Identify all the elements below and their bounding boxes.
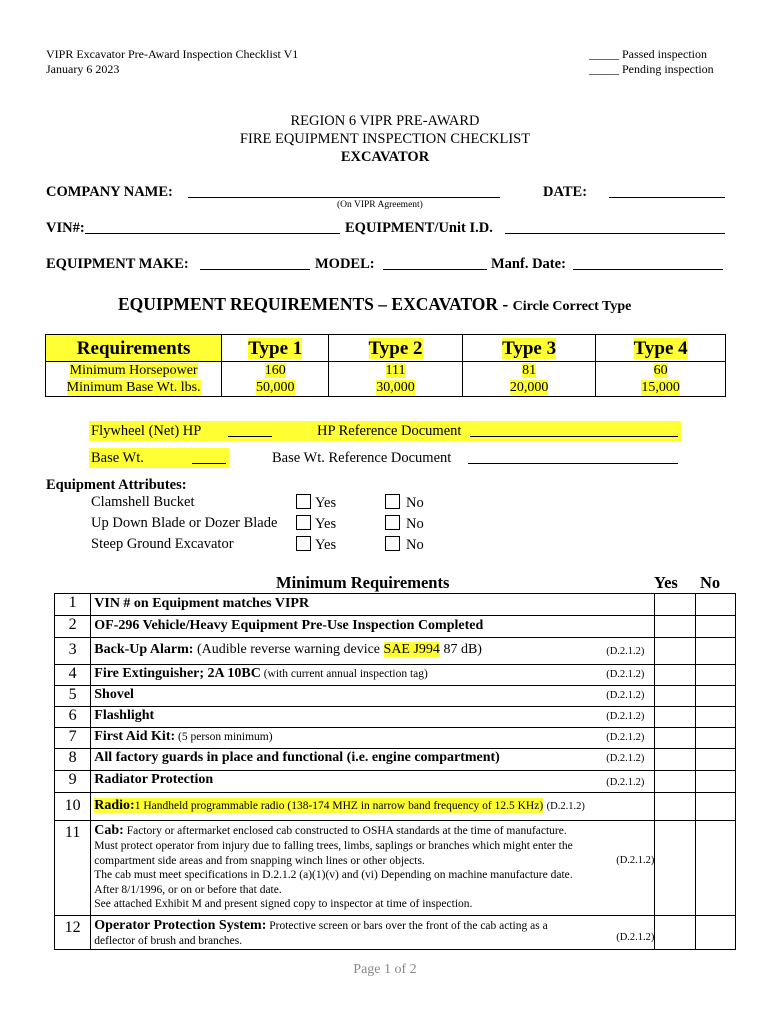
checkbox[interactable] [385,494,400,509]
col-yes: Yes [654,573,678,592]
no-cell[interactable] [695,707,735,728]
table-row: Minimum Base Wt. lbs. 50,000 30,000 20,000 15,000 [46,379,726,397]
yes-cell[interactable] [655,594,695,616]
no-cell[interactable] [695,638,735,665]
attr-dozer-no[interactable]: No [385,515,424,533]
page-number: Page 1 of 2 [353,962,417,977]
table-row: 1 VIN # on Equipment matches VIPR [55,594,736,616]
table-row: 2 OF-296 Vehicle/Heavy Equipment Pre-Use Inspection Completed [55,616,736,638]
no-cell[interactable] [695,771,735,793]
base-ref-label: Base Wt. Reference Document [272,450,452,466]
table-row: 6 Flashlight (D.2.1.2) [55,707,736,728]
company-note: (On VIPR Agreement) [337,200,423,210]
no-cell[interactable] [695,594,735,616]
col-no: No [700,573,721,592]
date-field[interactable] [609,184,725,198]
table-row: 10 Radio:1 Handheld programmable radio (138-174 MHZ in narrow band frequency of 12.5 KHz) (D.2.1.2) [55,793,736,821]
checkbox[interactable] [296,536,311,551]
table-row: 3 Back-Up Alarm: (Audible reverse warning device SAE J994 87 dB) (D.2.1.2) [55,638,736,665]
table-row: 11 Cab: Factory or aftermarket enclosed cab constructed to OSHA standards at the time of manufacture. Must protect operator from injury due to falling trees, limbs, saplings or branches which might enter the compartment side areas and from snapping winch lines or other objects. (D.2.1.2) The cab must meet specifications in D.2.1.2 (a)(1)(v) and (vi) Depending on machine manufacture date. After 8/1/1996, or on or before that date. See attached Exhibit M and present signed copy to inspector at time of inspection. [55,821,736,916]
requirements-table [45,334,726,397]
pending-inspection[interactable]: _____ Pending inspection [589,62,714,76]
table-row: 4 Fire Extinguisher; 2A 10BC (with current annual inspection tag) (D.2.1.2) [55,665,736,686]
title-checklist: FIRE EQUIPMENT INSPECTION CHECKLIST [239,131,531,147]
manf-date-field[interactable] [573,256,723,270]
table-row: 9 Radiator Protection (D.2.1.2) [55,771,736,793]
company-name-label: COMPANY NAME: [46,184,173,200]
col-type-1[interactable]: Type 1 [222,335,329,362]
no-cell[interactable] [695,916,735,950]
doc-date: January 6 2023 [46,62,120,76]
yes-cell[interactable] [655,616,695,638]
table-row: 8 All factory guards in place and functional (i.e. engine compartment) (D.2.1.2) [55,749,736,771]
checkbox[interactable] [296,515,311,530]
company-name-field[interactable] [188,184,500,198]
passed-inspection[interactable]: _____ Passed inspection [589,47,707,61]
attr-clamshell-no[interactable]: No [385,494,424,512]
table-row: 12 Operator Protection System: Protective screen or bars over the front of the cab acting as a deflector of brush and branches. (D.2.1.2) [55,916,736,950]
col-requirements: Requirements [46,335,222,362]
no-cell[interactable] [695,616,735,638]
no-cell[interactable] [695,793,735,821]
base-ref-field[interactable] [468,450,678,464]
col-type-4[interactable]: Type 4 [596,335,726,362]
no-cell[interactable] [695,821,735,916]
vin-label: VIN#: [46,220,85,236]
minimum-requirements-table [54,593,736,950]
col-type-3[interactable]: Type 3 [462,335,596,362]
checkbox[interactable] [385,536,400,551]
yes-cell[interactable] [655,707,695,728]
model-label: MODEL: [315,256,375,272]
equipment-unit-label: EQUIPMENT/Unit I.D. [345,220,493,236]
yes-cell[interactable] [655,916,695,950]
equipment-make-label: EQUIPMENT MAKE: [46,256,189,272]
equipment-unit-field[interactable] [505,220,725,234]
table-row: Minimum Horsepower 160 111 81 60 [46,362,726,380]
base-wt-label: Base Wt. [91,450,144,466]
minimum-title: Minimum Requirements [276,573,450,592]
attributes-title: Equipment Attributes: [46,477,187,493]
flywheel-field[interactable] [228,423,272,437]
doc-title: VIPR Excavator Pre-Award Inspection Checklist V1 [46,47,299,61]
no-cell[interactable] [695,686,735,707]
no-cell[interactable] [695,728,735,749]
yes-cell[interactable] [655,728,695,749]
attr-dozer: Up Down Blade or Dozer Blade [91,515,278,531]
checkbox[interactable] [296,494,311,509]
vin-field[interactable] [85,220,340,234]
col-type-2[interactable]: Type 2 [329,335,463,362]
model-field[interactable] [383,256,487,270]
yes-cell[interactable] [655,821,695,916]
hp-ref-field[interactable] [470,423,678,437]
table-row: 7 First Aid Kit: (5 person minimum) (D.2.1.2) [55,728,736,749]
base-wt-field[interactable] [192,450,226,464]
title-region: REGION 6 VIPR PRE-AWARD [290,113,480,129]
attr-steep-yes[interactable]: Yes [296,536,336,554]
attr-steep-no[interactable]: No [385,536,424,554]
attr-clamshell: Clamshell Bucket [91,494,195,510]
hp-ref-label: HP Reference Document [317,423,462,439]
requirements-heading: EQUIPMENT REQUIREMENTS – EXCAVATOR - Circle Correct Type [118,294,632,314]
yes-cell[interactable] [655,686,695,707]
title-excavator: EXCAVATOR [340,149,430,165]
flywheel-label: Flywheel (Net) HP [91,423,202,439]
yes-cell[interactable] [655,793,695,821]
attr-dozer-yes[interactable]: Yes [296,515,336,533]
yes-cell[interactable] [655,749,695,771]
no-cell[interactable] [695,749,735,771]
date-label: DATE: [543,184,588,200]
yes-cell[interactable] [655,771,695,793]
attr-steep: Steep Ground Excavator [91,536,234,552]
equipment-make-field[interactable] [200,256,310,270]
checkbox[interactable] [385,515,400,530]
table-row: 5 Shovel (D.2.1.2) [55,686,736,707]
manf-date-label: Manf. Date: [491,256,566,272]
no-cell[interactable] [695,665,735,686]
attr-clamshell-yes[interactable]: Yes [296,494,336,512]
yes-cell[interactable] [655,638,695,665]
yes-cell[interactable] [655,665,695,686]
